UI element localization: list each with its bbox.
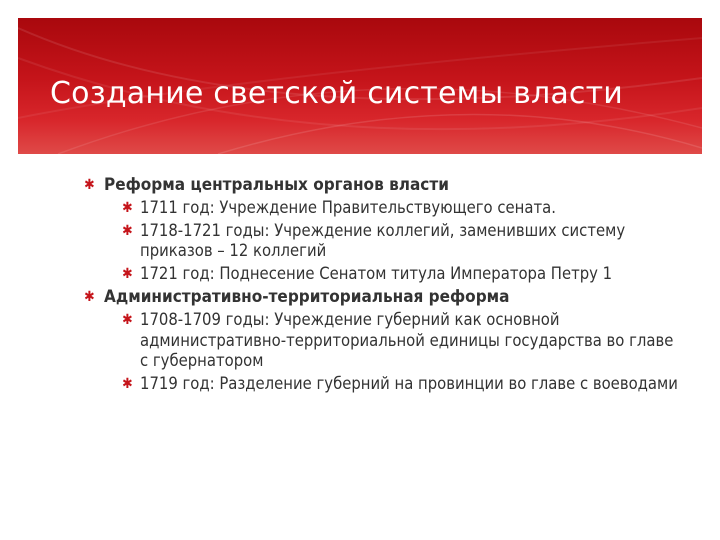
list-item — [84, 221, 684, 262]
title-banner — [18, 18, 702, 154]
asterisk-bullet-icon: ✱ — [122, 375, 133, 392]
list-item-text: 1708-1709 годы: Учреждение губерний как основной административно-территориальной единицы государства во главе с губернатором — [140, 310, 674, 370]
section-heading — [84, 286, 684, 308]
section-heading-text: Административно-территориальная реформа — [104, 287, 510, 307]
section-heading-text: Реформа центральных органов власти — [104, 175, 449, 195]
asterisk-bullet-icon: ✱ — [122, 222, 133, 239]
asterisk-bullet-icon: ✱ — [122, 312, 133, 328]
slide-content — [84, 174, 684, 394]
asterisk-bullet-icon: ✱ — [122, 265, 133, 282]
section-heading — [84, 174, 684, 196]
asterisk-bullet-icon: ✱ — [84, 177, 95, 193]
list-item — [84, 264, 684, 285]
asterisk-bullet-icon: ✱ — [122, 200, 133, 216]
list-item — [84, 310, 684, 372]
list-item-text: 1721 год: Поднесение Сенатом титула Императора Петру 1 — [140, 263, 613, 283]
list-item-text: 1711 год: Учреждение Правительствующего сената. — [140, 198, 556, 217]
asterisk-bullet-icon: ✱ — [84, 289, 95, 305]
slide-title: Создание светской системы власти — [50, 76, 623, 111]
list-item-text: 1719 год: Разделение губерний на провинции во главе с воеводами — [140, 373, 678, 393]
list-item — [84, 374, 684, 395]
list-item-text: 1718-1721 годы: Учреждение коллегий, заменивших систему приказов – 12 коллегий — [140, 220, 626, 260]
list-item — [84, 198, 684, 219]
